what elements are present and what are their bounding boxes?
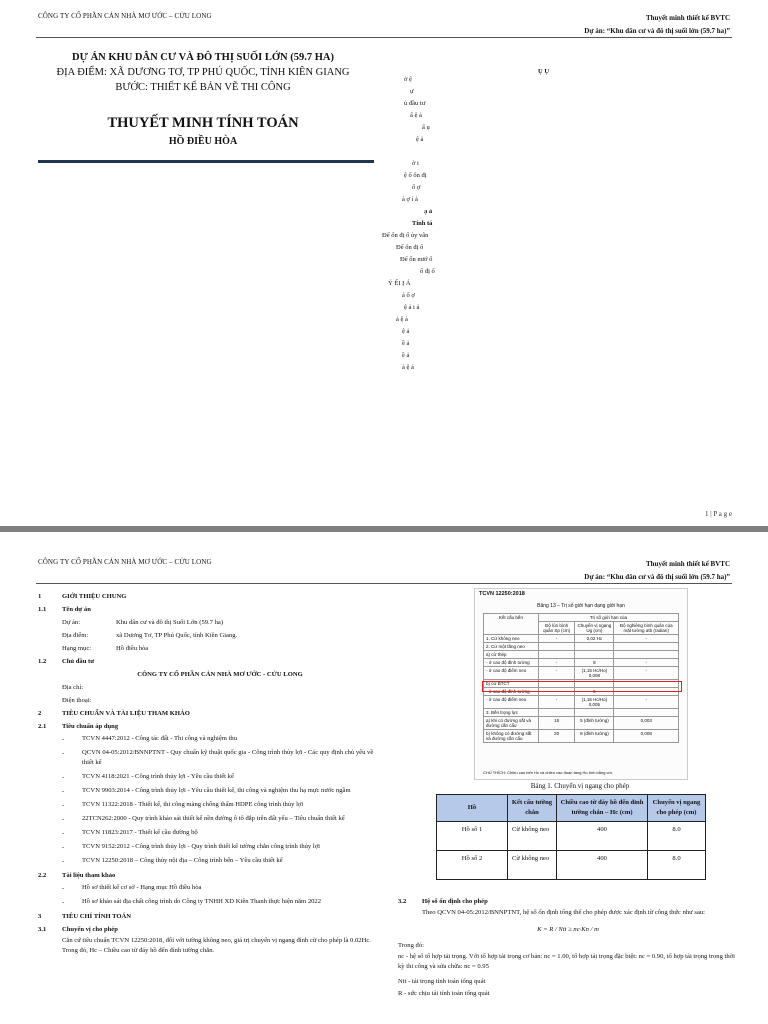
header-project: Dự án: “Khu dân cư và đô thị suối lớn (59.7 ha)” — [584, 27, 730, 35]
figure-cell: - — [538, 688, 575, 696]
figure-cell — [538, 651, 575, 659]
cover-title: THUYẾT MINH TÍNH TOÁN — [107, 115, 299, 131]
table-cell: Cừ không neo — [508, 851, 557, 880]
table-row — [437, 851, 706, 880]
header-company: CÔNG TY CỔ PHẦN CẢN NHÀ MƠ ƯỚC – CỬU LONG — [38, 558, 212, 566]
figure-cell: - — [538, 696, 575, 709]
where-label: Trong đó: — [398, 942, 424, 949]
toc-line: ự — [410, 88, 414, 95]
figure-cell: 3. Bến trọng lực — [484, 709, 539, 717]
toc-line: ệ ả i ả — [404, 304, 420, 311]
figure-cell: a) cừ thép — [484, 651, 539, 659]
figure-row — [484, 659, 679, 667]
left-column — [38, 590, 378, 956]
info-row: Địa điểm: xã Dương Tơ, TP Phú Quốc, tỉnh Kiên Giang. — [62, 632, 238, 639]
figure-row — [484, 730, 679, 743]
toc-line: Để ổn nướ ổ — [400, 256, 433, 263]
info-row: Hạng mục: Hồ điều hòa — [62, 645, 149, 652]
definition: Ntt - tải trọng tính toán tổng quát — [398, 978, 486, 985]
header-right — [584, 558, 730, 584]
list-item: - TCVN 11322:2018 - Thiết kế, thi công màng chống thấm HDPE công trình thủy lợi — [62, 801, 304, 809]
figure-cell: 20 — [538, 730, 575, 743]
figure-cell: 8 — [575, 659, 614, 667]
table-header-cell: Chuyển vị ngang cho phép (cm) — [648, 795, 706, 822]
header-doc-type: Thuyết minh thiết kế BVTC — [645, 560, 730, 568]
figure-cell: (1,15 Hc/Ho) 0,005 — [575, 696, 614, 709]
table-cell: 400 — [557, 822, 648, 851]
toc-line: ẩ ụ — [422, 124, 430, 131]
figure-cell: 1. Cừ không neo — [484, 635, 539, 643]
figure-cell: 15 — [538, 717, 575, 730]
header-project: Dự án: “Khu dân cư và đô thị suối lớn (59.7 ha)” — [584, 573, 730, 581]
toc-line: Để ổn đị ổ ủy vân — [382, 232, 429, 239]
figure-header-cell: Chuyển vị ngang Ug (cm) — [575, 622, 614, 635]
list-item: - Hồ sơ thiết kế cơ sở - Hạng mục Hồ điều hòa — [62, 884, 202, 892]
toc-line: ệ ả — [416, 136, 424, 143]
figure-cell — [538, 709, 575, 717]
cover-project-line: DỰ ÁN KHU DÂN CƯ VÀ ĐÔ THỊ SUỐI LỚN (59.7 HA) — [72, 52, 334, 63]
figure-cell: - — [614, 635, 679, 643]
figure-cell: - ở cao độ điểm neo — [484, 667, 539, 680]
figure-cell: b) không có đường sắt và đường cần cẩu — [484, 730, 539, 743]
toc-line: ả ổ ợ — [402, 292, 415, 299]
content-page — [0, 532, 768, 1024]
cover-block — [38, 52, 368, 147]
table-header-cell: Chiều cao từ đáy hồ đến đỉnh tường chắn – Hc (cm) — [557, 795, 648, 822]
figure-cell: b) cừ BTCT — [484, 680, 539, 688]
section-heading: 1.1 Tên dự án — [38, 606, 91, 613]
section-heading: 2 TIÊU CHUẨN VÀ TÀI LIỆU THAM KHẢO — [38, 710, 190, 717]
figure-cell: - — [538, 659, 575, 667]
figure-title: Bảng 13 – Trị số giới hạn dạng giới hạn — [537, 603, 625, 609]
figure-row — [484, 667, 679, 680]
list-item: - TCVN 11823:2017 - Thiết kế cầu đường bộ — [62, 829, 198, 837]
header-company: CÔNG TY CỔ PHẦN CẢN NHÀ MƠ ƯỚC – CỬU LONG — [38, 12, 212, 20]
table-cell: Hồ số 2 — [437, 851, 508, 880]
header-right — [584, 12, 730, 38]
figure-cell: - — [614, 667, 679, 680]
figure-table — [483, 613, 679, 743]
section-heading: 3 TIÊU CHÍ TÍNH TOÁN — [38, 913, 132, 920]
definition: nc - hệ số tổ hợp tải trọng. Với tổ hợp tải trọng cơ bản: nc = 1.00, tổ hợp tải trọng đặc biệt: nc = 0.90, tổ hợp tải trọng trong thời kỳ thi công và sửa chữa: nc = 0.95 — [398, 953, 735, 970]
list-item: - Hồ sơ khảo sát địa chất công trình do Công ty TNHH XD Kiên Thanh thực hiện năm 2022 — [62, 898, 322, 906]
toc-line: ờ i — [412, 160, 419, 167]
table-cell: 8.0 — [648, 851, 706, 880]
figure-cell: a) khi có đường sắt và đường cần cẩu — [484, 717, 539, 730]
table-caption: Bảng 1. Chuyển vị ngang cho phép — [530, 782, 630, 790]
toc-line: Ụ Ụ — [538, 68, 550, 75]
figure-cell — [575, 651, 614, 659]
paragraph: Theo QCVN 04-05:2012/BNNPTNT, hệ số ổn định tổng thể cho phép được xác định từ công thức như sau: — [422, 909, 706, 916]
header-rule — [36, 37, 732, 38]
list-item: - QCVN 04-05:2012/BNNPTNT - Quy chuẩn kỹ thuật quốc gia - Công trình thủy lợi - Các quy định chủ yếu về thiết kế — [62, 749, 374, 766]
table-header-cell: Kết cấu tường chắn — [508, 795, 557, 822]
figure-cell — [614, 643, 679, 651]
toc-line: ẩ ệ ả — [410, 112, 422, 119]
figure-cell — [575, 709, 614, 717]
figure-header-cell: Kết cấu bến — [484, 614, 539, 635]
list-item: - TCVN 4118:2021 - Công trình thủy lợi - Yêu cầu thiết kế — [62, 773, 234, 781]
toc-line: ờ ệ — [404, 76, 412, 83]
toc-line: ủ đầu tư — [404, 100, 426, 107]
section-heading: 1 GIỚI THIỆU CHUNG — [38, 593, 127, 600]
toc-line: ệ ả — [402, 328, 410, 335]
toc-line: ả ệ ả — [396, 316, 408, 323]
list-item: - TCVN 4447:2012 - Công tác đất - Thi công và nghiệm thu — [62, 735, 237, 743]
figure-cell: - ở cao độ đỉnh tường — [484, 688, 539, 696]
figure-cell: 5 (đỉnh tường) — [575, 717, 614, 730]
figure-row — [484, 709, 679, 717]
list-item: - 22TCN262:2000 - Quy trình khảo sát thiết kế nền đường ô tô đắp trên đất yếu – Tiêu chuẩn thiết kế — [62, 815, 345, 823]
figure-cell — [575, 643, 614, 651]
section-heading: 3.2 Hệ số ổn định cho phép — [398, 898, 488, 905]
standard-table-figure — [474, 588, 688, 780]
figure-cell: 0,003 — [614, 717, 679, 730]
figure-row — [484, 643, 679, 651]
highlight-box — [482, 681, 682, 692]
table-cell: Cừ không neo — [508, 822, 557, 851]
figure-cell: 2. Cừ một tầng neo — [484, 643, 539, 651]
owner-address: Địa chỉ: — [62, 684, 84, 691]
section-heading: 1.2 Chủ đầu tư — [38, 658, 95, 665]
cover-location-line: ĐỊA ĐIỂM: XÃ DƯƠNG TƠ, TP PHÚ QUỐC, TỈNH KIÊN GIANG — [56, 67, 350, 78]
figure-header-cell: Trị số giới hạn của — [538, 614, 678, 622]
figure-cell: 0,008 — [614, 730, 679, 743]
toc-line: ổ đị ổ — [420, 268, 435, 275]
figure-cell — [614, 651, 679, 659]
page-number: 1 | P a g e — [705, 510, 732, 518]
figure-cell: - — [538, 667, 575, 680]
toc-line: ả ệ ả — [402, 364, 414, 371]
toc-line: ạ ả — [424, 208, 433, 215]
list-item: - TCVN 12250:2018 – Công thủy nội địa – Công trình bến – Yêu cầu thiết kế — [62, 857, 283, 865]
cover-step-line: BƯỚC: THIẾT KẾ BẢN VẼ THI CÔNG — [115, 82, 291, 93]
toc-line: Tính tá — [412, 220, 433, 227]
figure-cell: (1,15 Hc/Ho) 0,008 — [575, 667, 614, 680]
table-row — [437, 822, 706, 851]
figure-row — [484, 696, 679, 709]
table-cell: Hồ số 1 — [437, 822, 508, 851]
table-cell: 400 — [557, 851, 648, 880]
figure-cell: - — [538, 635, 575, 643]
section-heading: 2.2 Tài liệu tham khảo — [38, 872, 116, 879]
paragraph: Căn cứ tiêu chuẩn TCVN 12250:2018, đối với tường không neo, giá trị chuyển vị ngang đỉnh cừ cho phép là 0.02Hc. Trong đó, Hc – Chiều cao từ đáy hồ đến đỉnh tường chắn. — [62, 937, 371, 954]
displacement-table — [436, 794, 706, 880]
toc-line: ổ ợ — [412, 184, 421, 191]
owner-name: CÔNG TY CỔ PHẦN CẢN NHÀ MƠ ƯỚC - CỬU LONG — [137, 671, 303, 678]
header-rule — [36, 583, 732, 584]
cover-rule — [38, 160, 374, 163]
figure-row — [484, 635, 679, 643]
figure-header-cell: Độ nghiêng bình quân của mặt tường αtb (radian) — [614, 622, 679, 635]
info-row: Dự án: Khu dân cư và đô thị Suối Lớn (59.7 ha) — [62, 619, 224, 626]
definition: R - sức chịu tải tính toán tổng quát — [398, 990, 490, 997]
figure-cell: 5 — [575, 688, 614, 696]
toc-line: ề ả — [402, 352, 410, 359]
figure-cell — [614, 709, 679, 717]
figure-row — [484, 651, 679, 659]
toc-line: ề ả — [402, 340, 410, 347]
toc-line: ả ợ í ả — [402, 196, 418, 203]
cover-subtitle: HỒ ĐIỀU HÒA — [168, 136, 238, 147]
figure-cell: - — [614, 696, 679, 709]
owner-phone: Điện thoại: — [62, 697, 92, 704]
table-header-cell: Hồ — [437, 795, 508, 822]
toc-line: Để ổn đị ổ — [396, 244, 424, 251]
section-heading: 2.1 Tiêu chuẩn áp dụng — [38, 723, 119, 730]
figure-cell: - ở cao độ đỉnh tường — [484, 659, 539, 667]
figure-standard: TCVN 12250:2018 — [479, 591, 525, 597]
list-item: - TCVN 9152:2012 - Công trình thủy lợi - Quy trình thiết kế tường chắn công trình thủy lợi — [62, 843, 321, 851]
section-heading: 3.1 Chuyển vị cho phép — [38, 926, 118, 933]
figure-cell: - — [614, 688, 679, 696]
stability-formula: K = R / Ntt ≥ nc·Kn / m — [537, 926, 599, 933]
figure-cell: - ở cao độ điểm neo — [484, 696, 539, 709]
figure-cell: - — [614, 659, 679, 667]
figure-cell: 8 (đỉnh tường) — [575, 730, 614, 743]
figure-cell — [538, 643, 575, 651]
figure-cell: 0,02 Hc — [575, 635, 614, 643]
header-doc-type: Thuyết minh thiết kế BVTC — [645, 14, 730, 22]
toc-line: Ý ẾI Ị Á — [388, 280, 411, 287]
list-item: - TCVN 9903:2014 - Công trình thủy lợi - Yêu cầu thiết kế, thi công và nghiệm thu hạ mực nước ngầm — [62, 787, 351, 795]
right-column — [398, 896, 738, 1000]
figure-row — [484, 717, 679, 730]
figure-note: CHÚ THÍCH: Chiều cao bến Hc và chiều cao đoạn tầng Ho tính bằng cm. — [483, 770, 613, 775]
figure-header-cell: Độ lún bình quân Sp (cm) — [538, 622, 575, 635]
toc-line: ệ ổ ổn đị — [404, 172, 427, 179]
table-cell: 8.0 — [648, 822, 706, 851]
